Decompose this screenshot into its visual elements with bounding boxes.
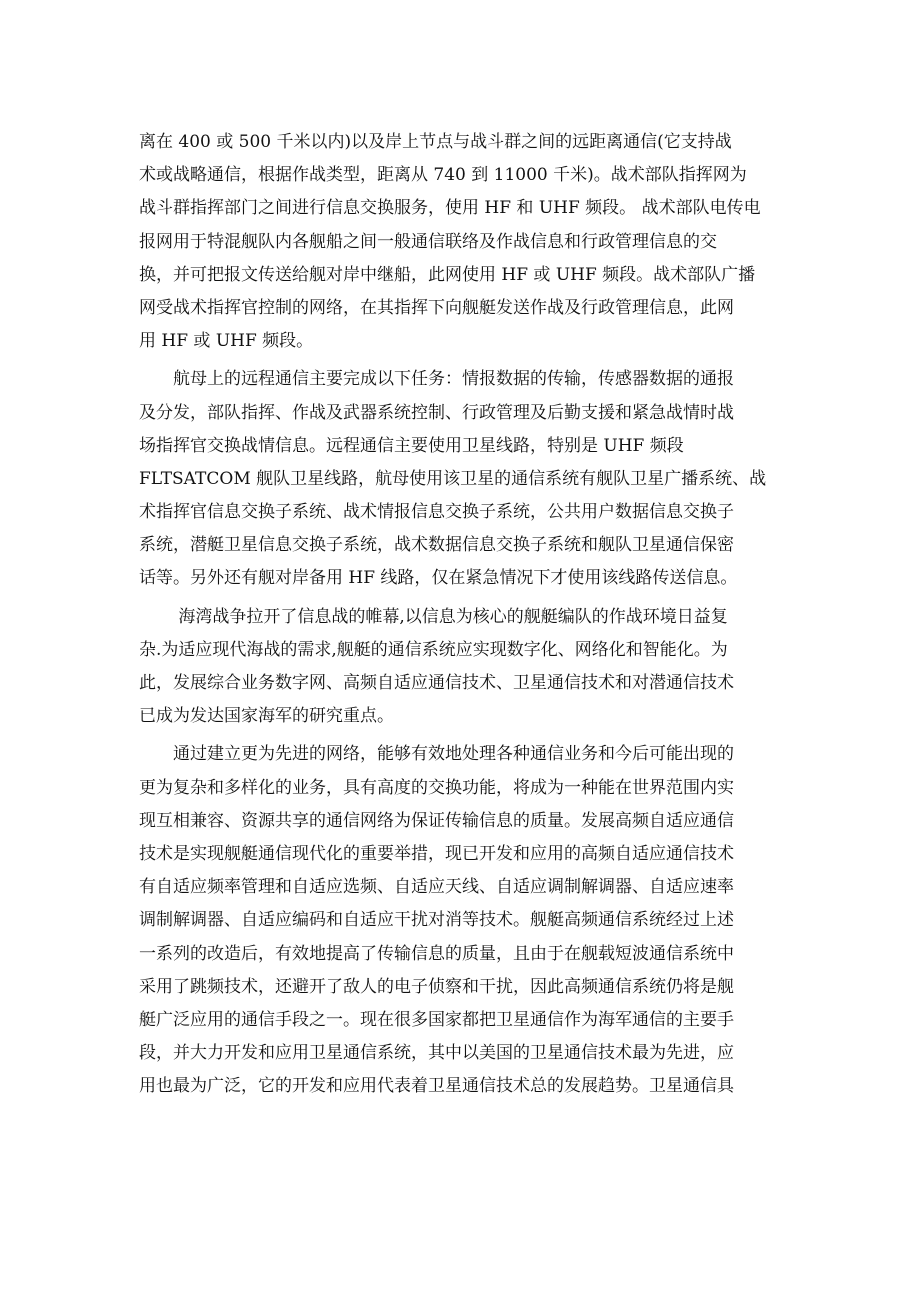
text-line: 艇广泛应用的通信手段之一。现在很多国家都把卫星通信作为海军通信的主要手 — [139, 1009, 734, 1030]
text-line: 术或战略通信，根据作战类型，距离从 740 到 11000 千米)。战术部队指挥网为 — [139, 165, 747, 186]
paragraph-1 — [139, 126, 785, 358]
text-line: 更为复杂和多样化的业务，具有高度的交换功能，将成为一种能在世界范围内实 — [139, 777, 734, 798]
text-line: 技术是实现舰艇通信现代化的重要举措，现已开发和应用的高频自适应通信技术 — [139, 843, 734, 864]
text-line: 战斗群指挥部门之间进行信息交换服务，使用 HF 和 UHF 频段。 战术部队电传电 — [139, 198, 761, 219]
text-line: 调制解调器、自适应编码和自适应干扰对消等技术。舰艇高频通信系统经过上述 — [139, 910, 734, 931]
text-line: 已成为发达国家海军的研究重点。 — [139, 706, 394, 727]
text-line: 海湾战争拉开了信息战的帷幕,以信息为核心的舰艇编队的作战环境日益复 — [139, 606, 728, 627]
text-line: 通过建立更为先进的网络，能够有效地处理各种通信业务和今后可能出现的 — [139, 744, 734, 765]
text-line: FLTSATCOM 舰队卫星线路，航母使用该卫星的通信系统有舰队卫星广播系统、战 — [139, 468, 767, 489]
text-line: 用也最为广泛，它的开发和应用代表着卫星通信技术总的发展趋势。卫星通信具 — [139, 1076, 734, 1097]
text-line: 系统，潜艇卫星信息交换子系统，战术数据信息交换子系统和舰队卫星通信保密 — [139, 535, 734, 556]
text-line: 报网用于特混舰队内各舰船之间一般通信联络及作战信息和行政管理信息的交 — [139, 231, 717, 252]
text-line: 有自适应频率管理和自适应选频、自适应天线、自适应调制解调器、自适应速率 — [139, 877, 734, 898]
text-line: 话等。另外还有舰对岸备用 HF 线路，仅在紧急情况下才使用该线路传送信息。 — [139, 568, 738, 589]
text-line: 离在 400 或 500 千米以内)以及岸上节点与战斗群之间的远距离通信(它支持战 — [139, 132, 732, 152]
text-line: 采用了跳频技术，还避开了敌人的电子侦察和干扰，因此高频通信系统仍将是舰 — [139, 976, 734, 997]
text-line: 场指挥官交换战情信息。远程通信主要使用卫星线路，特别是 UHF 频段 — [139, 435, 684, 456]
text-line: 网受战术指挥官控制的网络，在其指挥下向舰艇发送作战及行政管理信息，此网 — [139, 297, 734, 318]
paragraph-2 — [139, 363, 785, 595]
paragraph-3 — [139, 601, 785, 734]
text-line: 段，并大力开发和应用卫星通信系统，其中以美国的卫星通信技术最为先进，应 — [139, 1043, 734, 1064]
paragraph-4 — [139, 738, 785, 1103]
text-line: 术指挥官信息交换子系统、战术情报信息交换子系统，公共用户数据信息交换子 — [139, 502, 734, 523]
text-line: 及分发，部队指挥、作战及武器系统控制、行政管理及后勤支援和紧急战情时战 — [139, 402, 734, 423]
text-line: 此，发展综合业务数字网、高频自适应通信技术、卫星通信技术和对潜通信技术 — [139, 673, 734, 693]
text-line: 现互相兼容、资源共享的通信网络为保证传输信息的质量。发展高频自适应通信 — [139, 810, 734, 831]
text-line: 航母上的远程通信主要完成以下任务：情报数据的传输，传感器数据的通报 — [139, 369, 734, 390]
text-line: 一系列的改造后，有效地提高了传输信息的质量，且由于在舰载短波通信系统中 — [139, 943, 734, 964]
text-line: 杂.为适应现代海战的需求,舰艇的通信系统应实现数字化、网络化和智能化。为 — [139, 639, 728, 660]
text-line: 换，并可把报文传送给舰对岸中继船，此网使用 HF 或 UHF 频段。战术部队广播 — [139, 264, 756, 285]
text-line: 用 HF 或 UHF 频段。 — [139, 331, 314, 352]
document-body — [139, 126, 785, 1103]
